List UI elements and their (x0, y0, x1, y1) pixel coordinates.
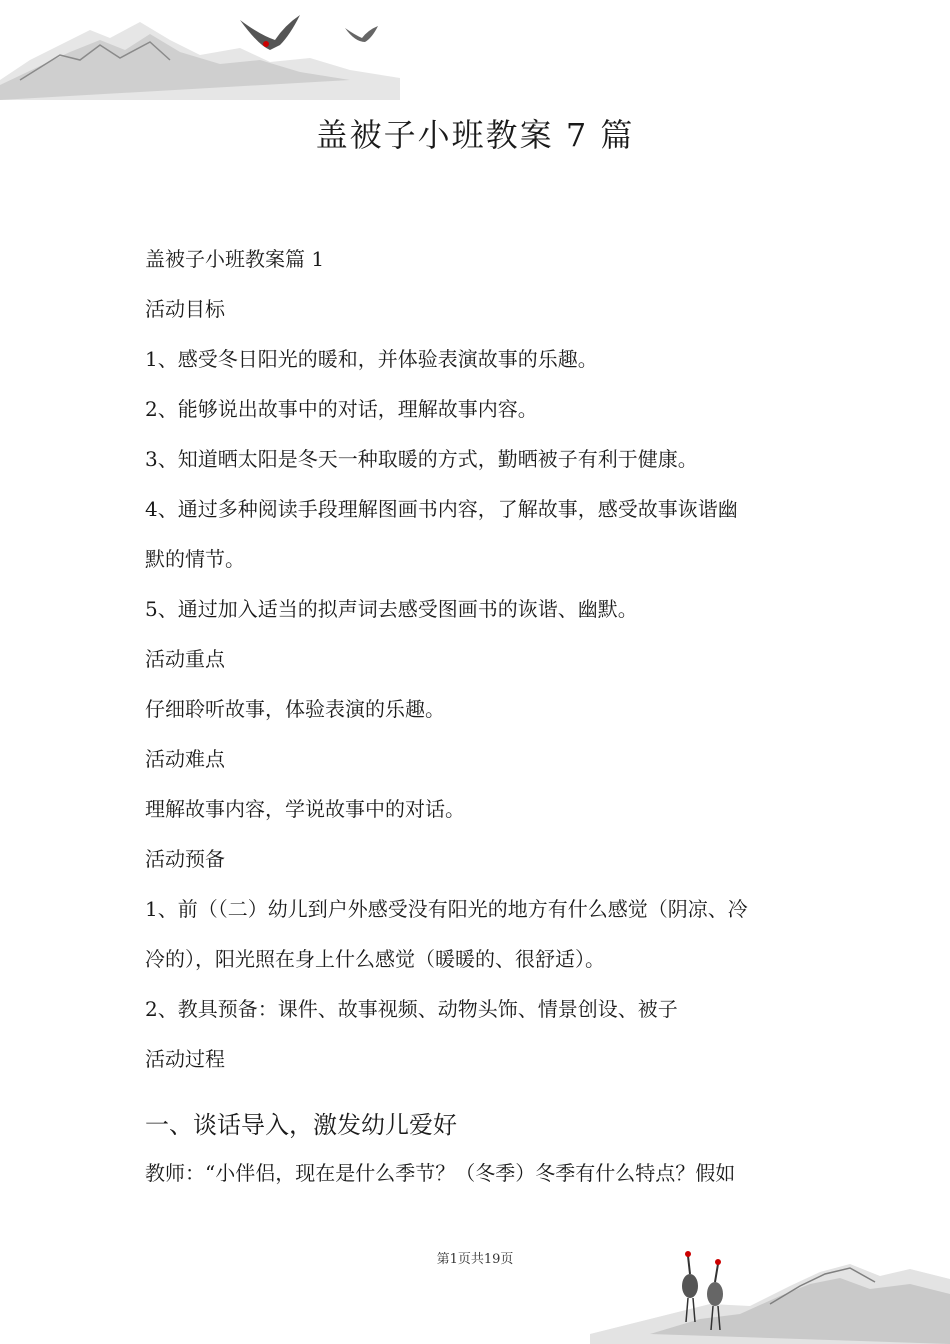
text-line: 2、教具预备：课件、故事视频、动物头饰、情景创设、被子 (145, 997, 678, 1021)
text-line: 2、能够说出故事中的对话，理解故事内容。 (145, 397, 538, 421)
text-line: 活动预备 (145, 847, 225, 871)
text-line: 活动难点 (145, 747, 225, 771)
text-line: 3、知道晒太阳是冬天一种取暖的方式，勤晒被子有利于健康。 (145, 447, 698, 471)
crane-icon (240, 15, 300, 50)
text-line: 仔细聆听故事，体验表演的乐趣。 (145, 697, 445, 721)
document-title: 盖被子小班教案 7 篇 (315, 116, 635, 154)
text-line: 活动目标 (145, 297, 225, 321)
text-line: 1、感受冬日阳光的暖和，并体验表演故事的乐趣。 (145, 347, 598, 371)
document-body (145, 242, 825, 1206)
page-number: 第1页共19页 (436, 1252, 514, 1267)
text-line: 活动重点 (145, 647, 225, 671)
mountain-crane-decoration-bottom (590, 1234, 950, 1344)
mountain-crane-decoration-top (0, 0, 400, 100)
text-line: 盖被子小班教案篇 1 (145, 247, 325, 271)
text-line: 冷的），阳光照在身上什么感觉（暖暖的、很舒适）。 (145, 947, 605, 971)
text-line: 理解故事内容，学说故事中的对话。 (145, 797, 465, 821)
text-line: 1、前（（二）幼儿到户外感受没有阳光的地方有什么感觉（阴凉、冷 (145, 897, 748, 921)
text-line: 教师：“小伴侣，现在是什么季节？（冬季）冬季有什么特点？假如 (145, 1161, 736, 1185)
text-line: 5、通过加入适当的拟声词去感受图画书的诙谐、幽默。 (145, 597, 638, 621)
text-line: 活动过程 (145, 1047, 225, 1071)
text-line: 默的情节。 (145, 547, 245, 571)
section-heading: 一、谈话导入，激发幼儿爱好 (145, 1111, 457, 1139)
crane-icon (345, 26, 378, 42)
text-line: 4、通过多种阅读手段理解图画书内容，了解故事，感受故事诙谐幽 (145, 497, 738, 521)
